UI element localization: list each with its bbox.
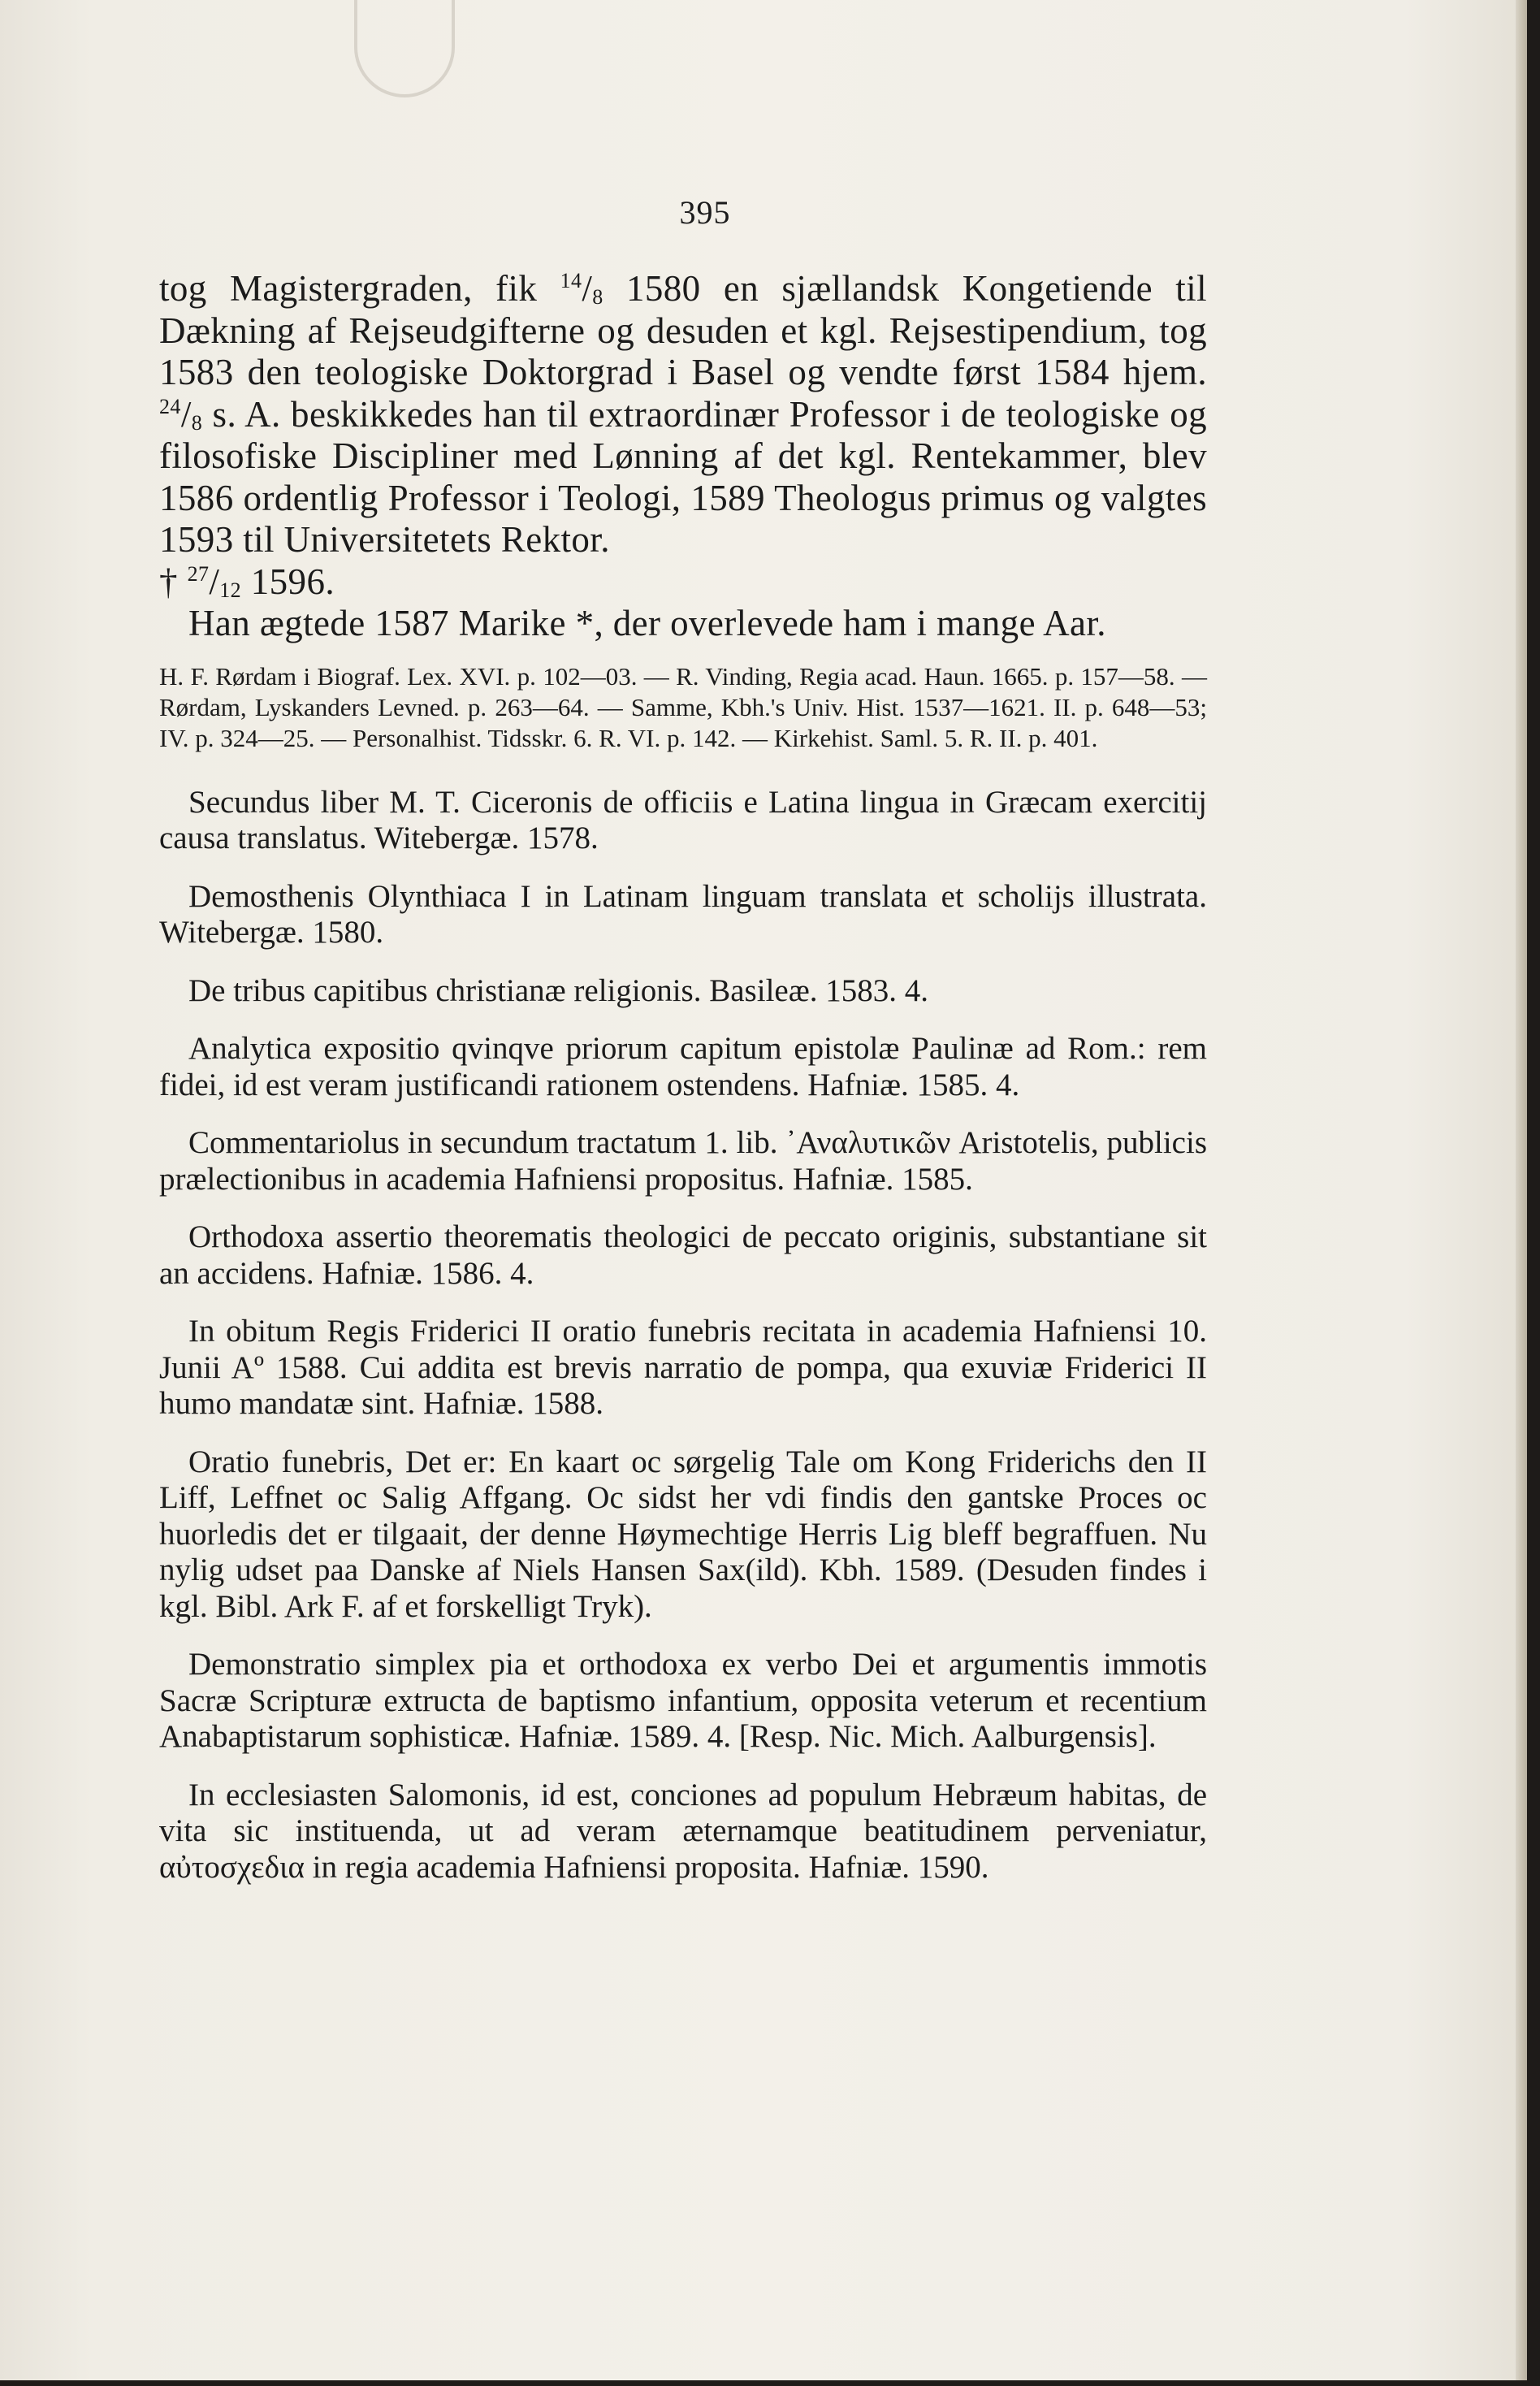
works-list (159, 785, 1207, 1886)
work-entry-1: Secundus liber M. T. Ciceronis de officiis e Latina lingua in Græcam exercitij causa translatus. Witebergæ. 1578. (159, 784, 1207, 855)
bio-text-part-1: tog Magistergraden, fik (159, 268, 560, 309)
death-year: 1596. (250, 561, 335, 602)
date-3-numerator: 27 (187, 561, 210, 586)
biography-paragraph-1: tog Magistergraden, fik $^{14}/_8$ 1580 en sjællandsk Kongetiende til Dækning af Rejseudgifterne og desuden et kgl. Rejsestipendium, tog 1583 den teologiske Doktorgrad i Basel og vendte først 1584 hjem. $^{24}/_8$ s. A. beskikkedes han til extraordinær Professor i de teologiske og filosofiske Discipliner med Lønning af det kgl. Rentekammer, blev 1586 ordentlig Professor i Teologi, 1589 Theologus primus og valgtes 1593 til Universitetets Rektor. † $^{27}/_{12}$ 1596. (159, 268, 1208, 602)
work-entry-6: Orthodoxa assertio theorematis theologici de peccato originis, substantiane sit an accidens. Hafniæ. 1586. 4. (159, 1219, 1207, 1291)
biography-paragraph-2: Han ægtede 1587 Marike *, der overlevede ham i mange Aar. (188, 603, 1106, 643)
date-2-denominator: 8 (191, 410, 203, 435)
work-entry-2: Demosthenis Olynthiaca I in Latinam linguam translata et scholijs illustrata. Witebergæ. 1580. (159, 878, 1207, 950)
biography-section (159, 268, 1207, 645)
date-3-denominator: 12 (219, 578, 242, 602)
date-1-numerator: 14 (560, 269, 582, 292)
work-entry-7: In obitum Regis Friderici II oratio funebris recitata in academia Hafniensi 10. Junii Aº 1588. Cui addita est brevis narratio de pompa, qua exuviæ Friderici II humo mandatæ sint. Hafniæ. 1588. (159, 1314, 1207, 1421)
bio-text-part-3: s. A. beskikkedes han til extraordinær Professor i de teologiske og filosofiske Discipliner med Lønning af det kgl. Rentekammer, blev 1586 ordentlig Professor i Teologi, 1589 Theologus primus og valgtes 1593 til Universitetets Rektor. (159, 393, 1207, 560)
work-entry-8: Oratio funebris, Det er: En kaart oc sørgelig Tale om Kong Friderichs den II Liff, Leffnet oc Salig Affgang. Oc sidst her vdi findis den gantske Proces oc huorledis det er tilgaait, der denne Høymechtige Herris Lig bleff begraffuen. Nu nylig udset paa Danske af Niels Hansen Sax(ild). Kbh. 1589. (Desuden findes i kgl. Bibl. Ark F. af et forskelligt Tryk). (159, 1444, 1207, 1624)
page-body (159, 268, 1207, 1908)
death-symbol: † (159, 561, 178, 602)
paper-clip-mark (354, 0, 455, 97)
date-2-numerator: 24 (159, 394, 181, 418)
work-entry-9: Demonstratio simplex pia et orthodoxa ex verbo Dei et argumentis immotis Sacræ Scripturæ extructa de baptismo infantium, opposita veterum et recentium Anabaptistarum sophisticæ. Hafniæ. 1589. 4. [Resp. Nic. Mich. Aalburgensis]. (159, 1647, 1207, 1754)
references: H. F. Rørdam i Biograf. Lex. XVI. p. 102—03. — R. Vinding, Regia acad. Haun. 1665. p. 157—58. — Rørdam, Lyskanders Levned. p. 263—64. — Samme, Kbh.'s Univ. Hist. 1537—1621. II. p. 648—53; IV. p. 324—25. — Personalhist. Tidsskr. 6. R. VI. p. 142. — Kirkehist. Saml. 5. R. II. p. 401. (159, 661, 1207, 752)
work-entry-4: Analytica expositio qvinqve priorum capitum epistolæ Paulinæ ad Rom.: rem fidei, id est veram justificandi rationem ostendens. Hafniæ. 1585. 4. (159, 1031, 1207, 1102)
date-1-denominator: 8 (592, 285, 603, 309)
work-entry-5: Commentariolus in secundum tractatum 1. lib. ᾿Αναλυτικῶν Aristotelis, publicis prælectionibus in academia Hafniensi propositus. Hafniæ. 1585. (159, 1125, 1207, 1197)
page-number: 395 (679, 194, 731, 231)
work-entry-10: In ecclesiasten Salomonis, id est, conciones ad populum Hebræum habitas, de vita sic instituenda, ut ad veram æternamque beatitudinem perveniatur, αὐτοσχεδια in regia academia Hafniensi proposita. Hafniæ. 1590. (159, 1777, 1207, 1885)
work-entry-3: De tribus capitibus christianæ religionis. Basileæ. 1583. 4. (188, 972, 928, 1008)
bio-text-part-2: 1580 en sjællandsk Kongetiende til Dækning af Rejseudgifterne og desuden et kgl. Rejsestipendium, tog 1583 den teologiske Doktorgrad i Basel og vendte først 1584 hjem. (159, 268, 1208, 392)
